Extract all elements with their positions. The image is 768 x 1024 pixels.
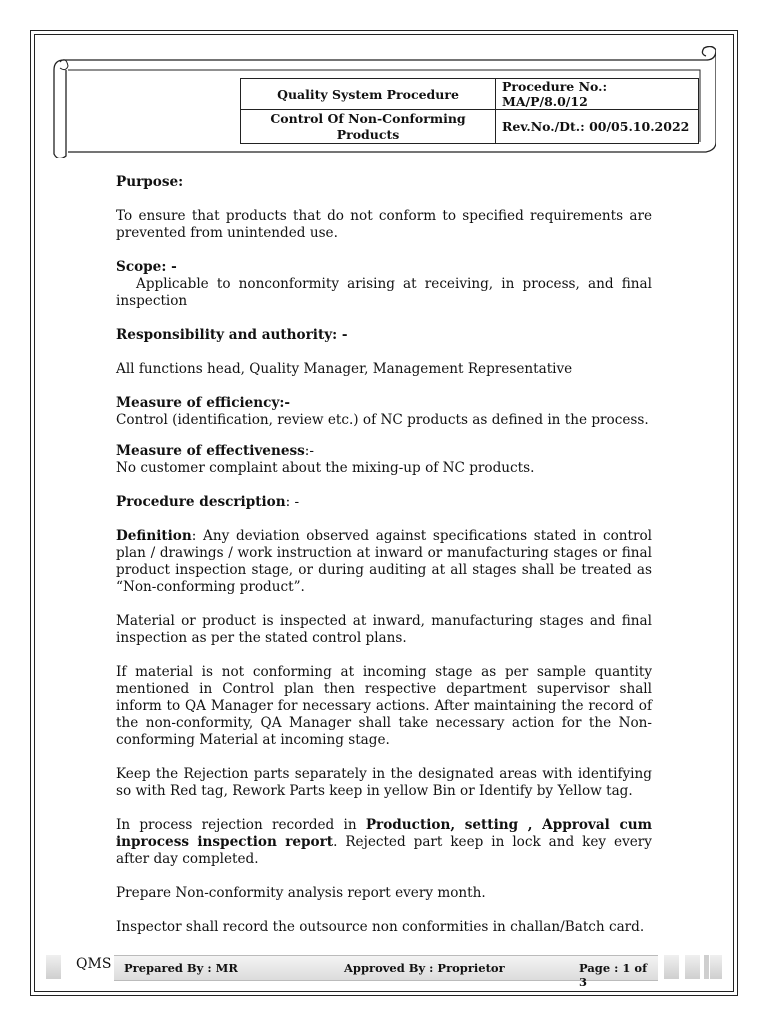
procedure-number: Procedure No.: MA/P/8.0/12 xyxy=(496,79,699,110)
responsibility-text: All functions head, Quality Manager, Management Representative xyxy=(116,361,573,377)
footer-bar xyxy=(114,955,658,989)
incoming-paragraph: If material is not conforming at incoming stage as per sample quantity mentioned in Control plan then respective department supervisor shall inform to QA Manager for necessary actions. After maintaining the record of the non-conformity, QA Manager shall take necessary action for the Non-conforming Material at incoming stage. xyxy=(116,664,652,748)
inprocess-report-name: Production, setting , Approval cum inprocess inspection report xyxy=(116,817,652,850)
document-body xyxy=(116,174,652,936)
purpose-text: To ensure that products that do not conform to specified requirements are prevented from unintended use. xyxy=(116,208,652,241)
procedure-heading-line xyxy=(116,494,652,511)
report-paragraph: Prepare Non-conformity analysis report every month. xyxy=(116,885,486,901)
inprocess-prefix: In process rejection recorded in xyxy=(116,817,366,833)
footer-approved: Approved By : Proprietor xyxy=(344,961,505,975)
scope-text: Applicable to nonconformity arising at receiving, in process, and final inspection xyxy=(116,276,652,309)
efficiency-heading: Measure of efficiency:- xyxy=(116,395,291,411)
scope-heading: Scope: - xyxy=(116,259,177,275)
footer-decor-right-3 xyxy=(704,955,709,979)
footer-decor-right-2 xyxy=(685,955,700,979)
definition-label: Definition xyxy=(116,528,192,544)
effectiveness-heading-suffix: :- xyxy=(304,443,314,459)
effectiveness-heading: Measure of effectiveness xyxy=(116,443,305,459)
procedure-subtitle: Control Of Non-Conforming Products xyxy=(241,110,496,144)
purpose-heading: Purpose: xyxy=(116,174,184,190)
effectiveness-text: No customer complaint about the mixing-up of NC products. xyxy=(116,460,535,476)
efficiency-text: Control (identification, review etc.) of NC products as defined in the process. xyxy=(116,412,649,428)
procedure-heading: Procedure description xyxy=(116,494,286,510)
footer-page: Page : 1 of 3 xyxy=(579,961,648,989)
procedure-heading-suffix: : - xyxy=(285,494,300,510)
header-table xyxy=(240,78,699,144)
inprocess-paragraph xyxy=(116,817,652,868)
footer-decor-right-1 xyxy=(664,955,679,979)
footer-decor-right-4 xyxy=(710,955,722,979)
inprocess-suffix: . Rejected part keep in lock and key every after day completed. xyxy=(116,834,652,867)
definition-paragraph xyxy=(116,528,652,596)
procedure-title: Quality System Procedure xyxy=(241,79,496,110)
revision-number: Rev.No./Dt.: 00/05.10.2022 xyxy=(496,110,699,144)
effectiveness-heading-line xyxy=(116,443,652,460)
rejection-paragraph: Keep the Rejection parts separately in the designated areas with identifying so with Red tag, Rework Parts keep in yellow Bin or Identify by Yellow tag. xyxy=(116,766,652,799)
footer-prepared: Prepared By : MR xyxy=(124,961,238,975)
responsibility-heading: Responsibility and authority: - xyxy=(116,327,348,343)
inspector-paragraph: Inspector shall record the outsource non conformities in challan/Batch card. xyxy=(116,919,645,935)
definition-text: : Any deviation observed against specifications stated in control plan / drawings / work instruction at inward or manufacturing stages or final product inspection stage, or during auditing at all stages shall be treated as “Non-conforming product”. xyxy=(116,528,652,595)
material-paragraph: Material or product is inspected at inward, manufacturing stages and final inspection as per the stated control plans. xyxy=(116,613,652,646)
footer-qms-label: QMS xyxy=(76,956,112,972)
footer-decor-left xyxy=(46,955,61,979)
